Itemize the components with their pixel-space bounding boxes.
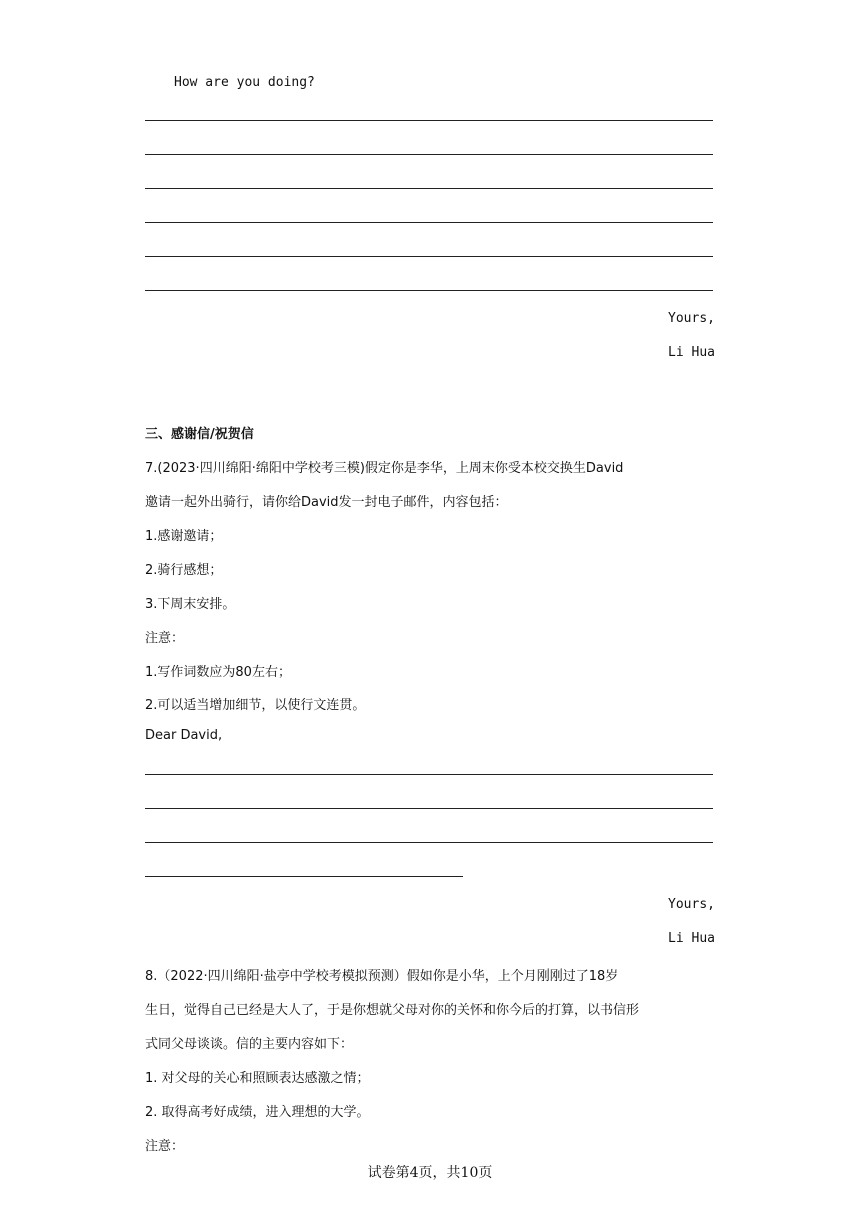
question-7-text: 邀请一起外出骑行，请你给David发一封电子邮件，内容包括： xyxy=(145,495,508,510)
letter-signature: Li Hua xyxy=(668,931,715,946)
note-item: 1.写作词数应为80左右； xyxy=(145,665,291,680)
question-8-text: 生日，觉得自己已经是大人了，于是你想就父母对你的关怀和你今后的打算，以书信形 xyxy=(145,1003,640,1018)
note-label: 注意： xyxy=(145,631,185,646)
letter-closing: Yours, xyxy=(668,311,715,326)
answer-line xyxy=(145,808,713,809)
question-8-text: 8.（2022·四川绵阳·盐亭中学校考模拟预测）假如你是小华，上个月刚刚过了18岁 xyxy=(145,969,619,984)
page-footer: 试卷第4页，共10页 xyxy=(367,1165,493,1181)
content-point: 3.下周末安排。 xyxy=(145,597,236,612)
answer-line xyxy=(145,188,713,189)
answer-line xyxy=(145,222,713,223)
content-point: 1.感谢邀请； xyxy=(145,529,223,544)
question-8-text: 式同父母谈谈。信的主要内容如下： xyxy=(145,1037,354,1052)
answer-line xyxy=(145,290,713,291)
letter-signature: Li Hua xyxy=(668,345,715,360)
answer-line xyxy=(145,774,713,775)
answer-line xyxy=(145,154,713,155)
answer-line xyxy=(145,256,713,257)
note-item: 2.可以适当增加细节，以使行文连贯。 xyxy=(145,698,366,713)
question-7-text: 7.(2023·四川绵阳·绵阳中学校考三模)假定你是李华，上周末你受本校交换生David xyxy=(145,461,624,476)
answer-line xyxy=(145,842,713,843)
greeting-line: How are you doing? xyxy=(174,75,315,90)
section-heading: 三、感谢信/祝贺信 xyxy=(145,427,254,442)
content-point: 2.骑行感想； xyxy=(145,563,223,578)
letter-salutation: Dear David, xyxy=(145,728,223,743)
letter-closing: Yours, xyxy=(668,897,715,912)
note-label: 注意： xyxy=(145,1139,185,1154)
answer-line xyxy=(145,120,713,121)
content-point: 2. 取得高考好成绩，进入理想的大学。 xyxy=(145,1105,370,1120)
content-point: 1. 对父母的关心和照顾表达感激之情； xyxy=(145,1071,370,1086)
answer-line xyxy=(145,876,463,877)
